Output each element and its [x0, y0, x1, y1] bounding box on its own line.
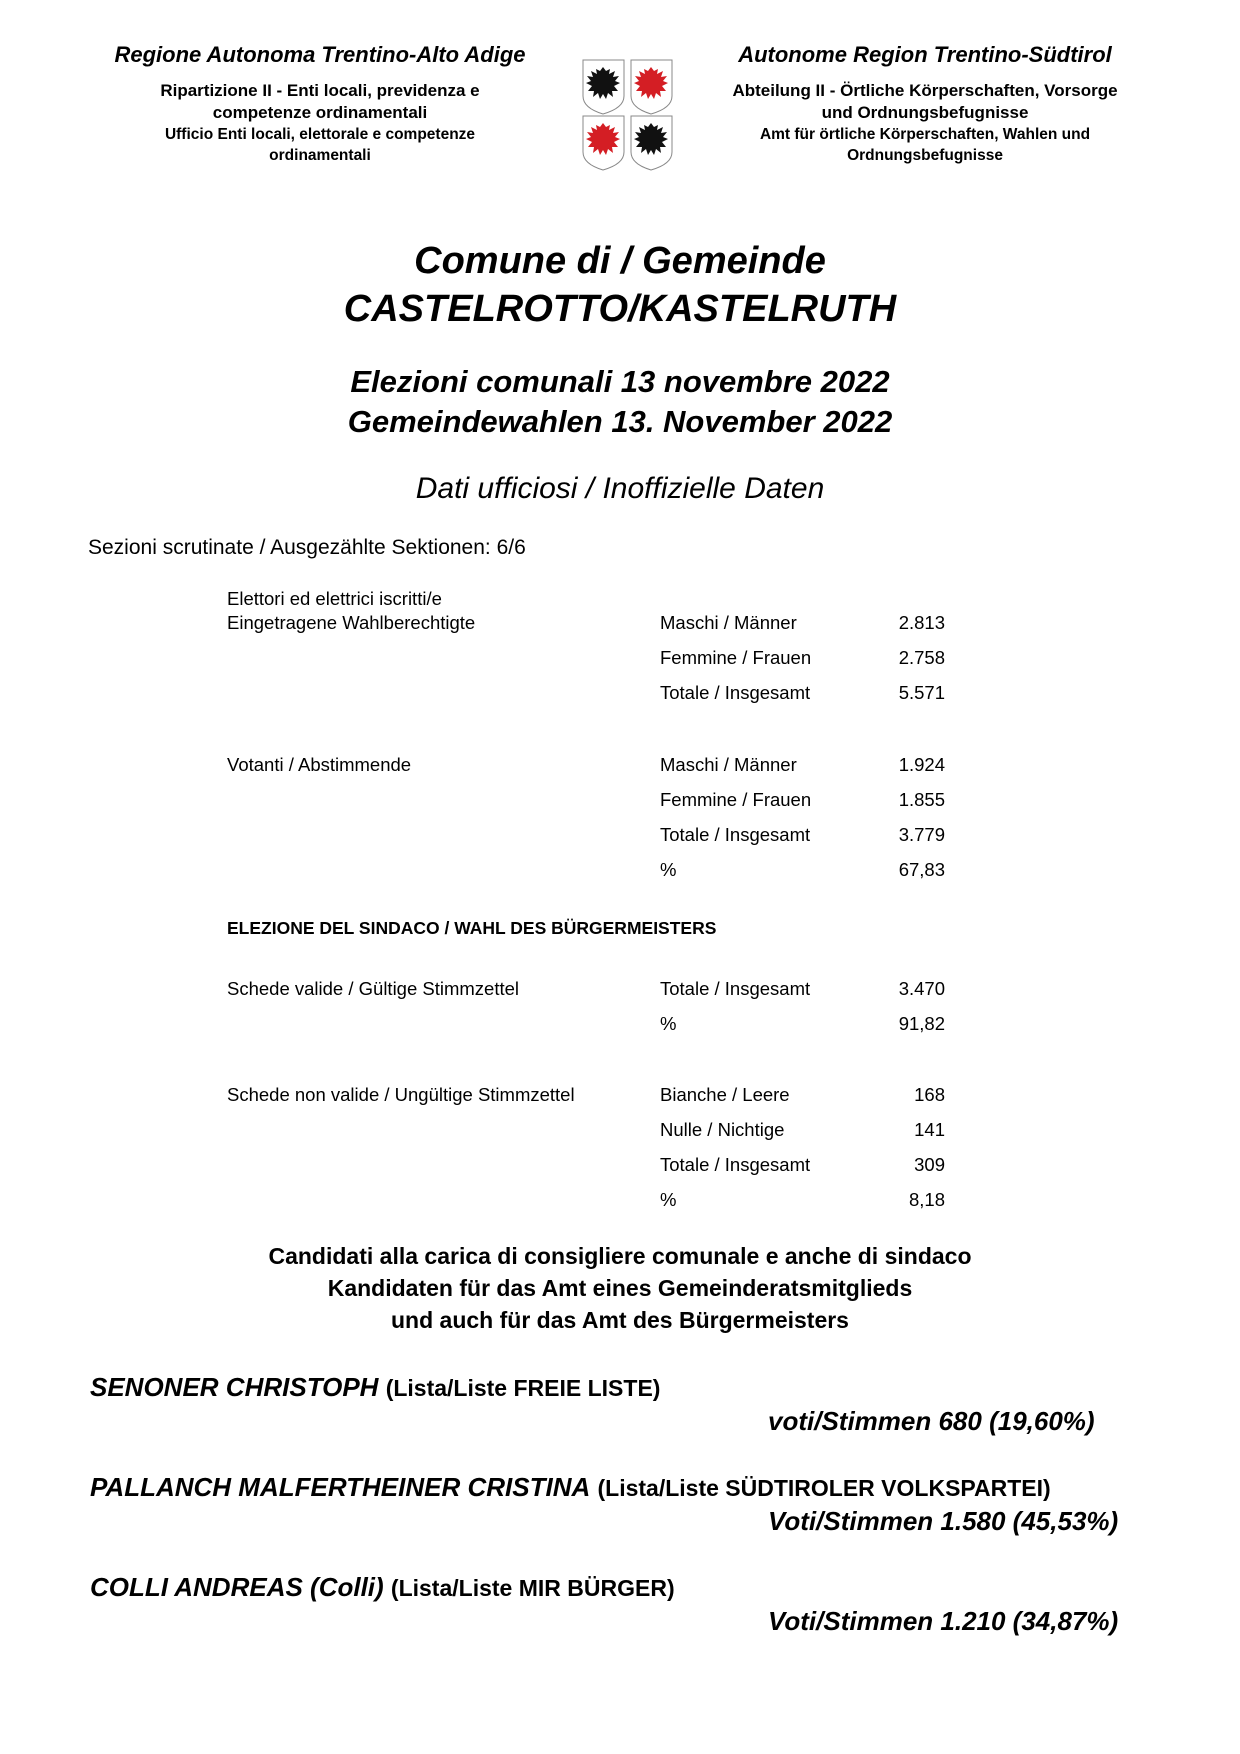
candidate-name: COLLI ANDREAS (Colli) — [90, 1572, 384, 1602]
valid-percent-label: % — [660, 1013, 677, 1034]
header-left — [75, 42, 565, 166]
candidate-list: (Lista/Liste SÜDTIROLER VOLKSPARTEI) — [597, 1475, 1051, 1501]
candidate-list: (Lista/Liste MIR BÜRGER) — [390, 1575, 675, 1601]
invalid-null-label: Nulle / Nichtige — [660, 1119, 785, 1140]
invalid-total-value: 309 — [914, 1154, 945, 1175]
valid-ballots-label: Schede valide / Gültige Stimmzettel — [227, 978, 520, 999]
coat-of-arms-emblem — [580, 56, 675, 176]
invalid-ballots-label: Schede non valide / Ungültige Stimmzettel — [227, 1084, 575, 1105]
voters-label: Votanti / Abstimmende — [227, 754, 412, 775]
department-it-line2: competenze ordinamentali — [212, 103, 428, 122]
office-it-line1: Ufficio Enti locali, elettorale e competenze — [164, 126, 476, 143]
municipality-label: Comune di / Gemeinde — [414, 240, 826, 282]
candidate-name: PALLANCH MALFERTHEINER CRISTINA — [90, 1472, 591, 1502]
voters-female-label: Femmine / Frauen — [660, 789, 812, 810]
electors-female-value: 2.758 — [898, 647, 945, 668]
candidate-name: SENONER CHRISTOPH — [90, 1372, 379, 1402]
invalid-blank-label: Bianche / Leere — [660, 1084, 790, 1105]
department-de-line1: Abteilung II - Örtliche Körperschaften, Vorsorge — [732, 81, 1118, 100]
department-it-line1: Ripartizione II - Enti locali, previdenza e — [160, 81, 480, 100]
invalid-percent-value: 8,18 — [908, 1189, 945, 1210]
candidate-votes: Voti/Stimmen 1.580 (45,53%) — [768, 1506, 1119, 1536]
candidate-votes: voti/Stimmen 680 (19,60%) — [768, 1406, 1095, 1436]
candidate-votes: Voti/Stimmen 1.210 (34,87%) — [768, 1606, 1119, 1636]
election-title-de: Gemeindewahlen 13. November 2022 — [347, 404, 893, 439]
electors-label-it: Elettori ed elettrici iscritti/e — [227, 588, 442, 609]
candidates-heading-it: Candidati alla carica di consigliere comunale e anche di sindaco — [268, 1243, 972, 1269]
valid-percent-value: 91,82 — [898, 1013, 945, 1034]
voters-percent-label: % — [660, 859, 677, 880]
invalid-null-value: 141 — [914, 1119, 945, 1140]
voters-percent-value: 67,83 — [898, 859, 945, 880]
candidate-name-row — [90, 1472, 1051, 1503]
header-right — [680, 42, 1170, 166]
valid-total-value: 3.470 — [898, 978, 945, 999]
voters-female-value: 1.855 — [898, 789, 945, 810]
candidate-list: (Lista/Liste FREIE LISTE) — [385, 1375, 661, 1401]
office-it-line2: ordinamentali — [269, 147, 371, 164]
office-de-line2: Ordnungsbefugnisse — [847, 147, 1003, 164]
candidate-name-row — [90, 1372, 660, 1403]
electors-total-label: Totale / Insgesamt — [660, 682, 811, 703]
valid-total-label: Totale / Insgesamt — [660, 978, 811, 999]
department-de-line2: und Ordnungsbefugnisse — [821, 103, 1029, 122]
election-title-it: Elezioni comunali 13 novembre 2022 — [350, 364, 890, 399]
voters-total-value: 3.779 — [898, 824, 945, 845]
invalid-total-label: Totale / Insgesamt — [660, 1154, 811, 1175]
mayor-election-heading: ELEZIONE DEL SINDACO / WAHL DES BÜRGERMEISTERS — [227, 918, 717, 938]
electors-label-de: Eingetragene Wahlberechtigte — [227, 612, 476, 633]
candidates-heading-de-2: und auch für das Amt des Bürgermeisters — [391, 1307, 849, 1333]
region-title-it: Regione Autonoma Trentino-Alto Adige — [114, 42, 526, 67]
invalid-blank-value: 168 — [914, 1084, 945, 1105]
electors-female-label: Femmine / Frauen — [660, 647, 812, 668]
voters-total-label: Totale / Insgesamt — [660, 824, 811, 845]
eagle-shield-icon — [580, 56, 675, 176]
sections-counted: Sezioni scrutinate / Ausgezählte Sektionen: 6/6 — [88, 536, 526, 559]
voters-male-value: 1.924 — [898, 754, 945, 775]
candidates-heading-de-1: Kandidaten für das Amt eines Gemeinderatsmitglieds — [327, 1275, 913, 1301]
electors-male-label: Maschi / Männer — [660, 612, 797, 633]
electors-male-value: 2.813 — [898, 612, 945, 633]
invalid-percent-label: % — [660, 1189, 677, 1210]
office-de-line1: Amt für örtliche Körperschaften, Wahlen und — [759, 126, 1091, 143]
region-title-de: Autonome Region Trentino-Südtirol — [738, 42, 1112, 67]
municipality-name: CASTELROTTO/KASTELRUTH — [343, 288, 897, 330]
voters-male-label: Maschi / Männer — [660, 754, 797, 775]
electors-total-value: 5.571 — [898, 682, 945, 703]
data-status: Dati ufficiosi / Inoffizielle Daten — [415, 472, 825, 505]
candidate-name-row — [90, 1572, 675, 1603]
